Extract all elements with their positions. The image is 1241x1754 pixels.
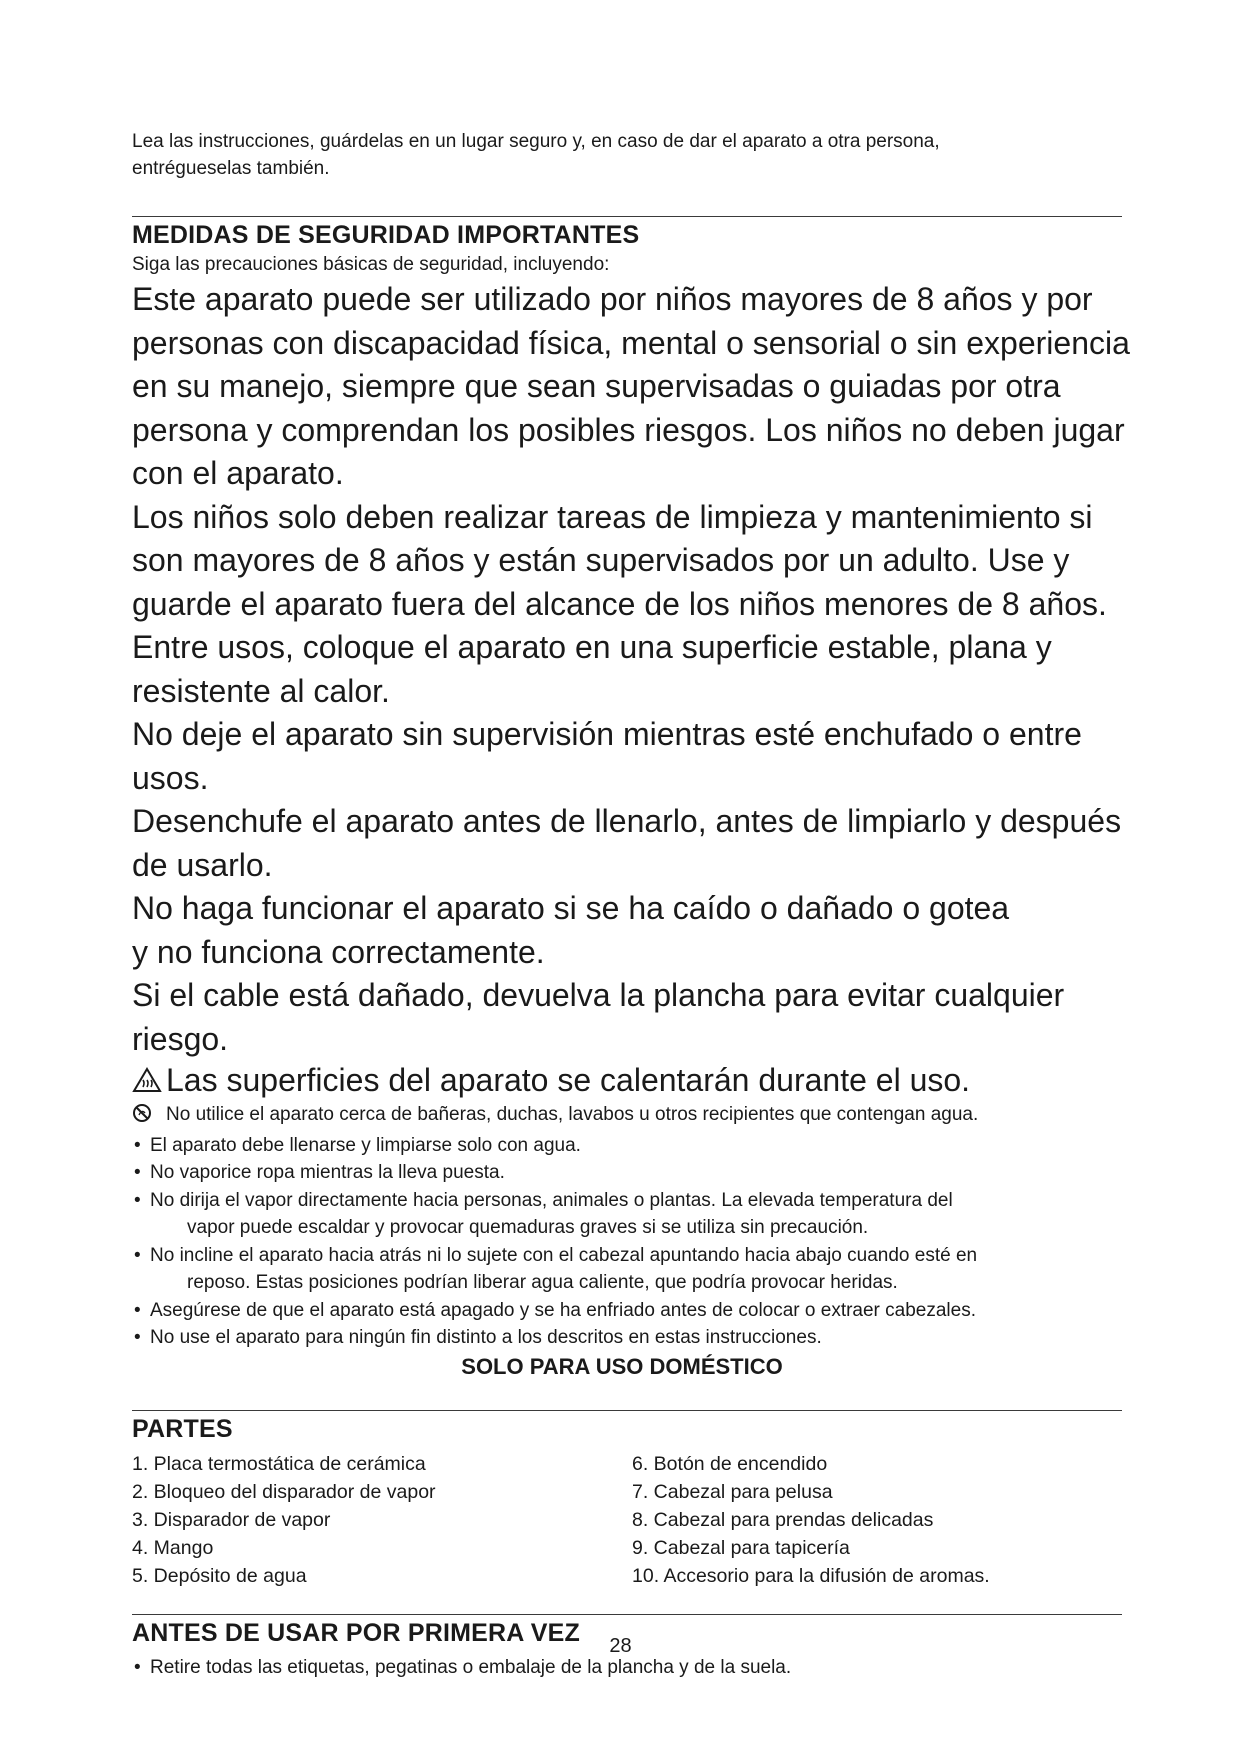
paragraph-damaged: No haga funcionar el aparato si se ha caído o dañado o gotea y no funciona correctamente. [132, 890, 1010, 970]
hot-surface-warning [132, 1061, 1142, 1101]
divider [132, 216, 1122, 217]
paragraph-surface: Entre usos, coloque el aparato en una superficie estable, plana y resistente al calor. [132, 629, 1052, 709]
list-item: • No dirija el vapor directamente hacia personas, animales o plantas. La elevada temperatura del vapor puede escaldar y provocar quemaduras graves si se utiliza sin precaución. [134, 1189, 953, 1238]
list-item: 6. Botón de encendido [632, 1452, 828, 1475]
list-item: 5. Depósito de agua [132, 1564, 307, 1587]
list-item: 3. Disparador de vapor [132, 1508, 331, 1531]
divider [132, 1410, 1122, 1411]
parts-left-column [132, 1450, 632, 1590]
intro-text: Lea las instrucciones, guárdelas en un lugar seguro y, en caso de dar el aparato a otra persona, entrégueselas también. [132, 131, 940, 179]
parts-title: PARTES [132, 1414, 233, 1443]
list-item: • No use el aparato para ningún fin distinto a los descritos en estas instrucciones. [134, 1327, 822, 1348]
safety-large-paragraphs [132, 278, 1142, 1101]
hot-surface-warning-icon [132, 1063, 162, 1101]
no-water-icon [132, 1103, 152, 1132]
page-content [132, 128, 1132, 1681]
page-number: 28 [609, 1635, 632, 1657]
hot-surface-warning-text: Las superficies del aparato se calentarán durante el uso. [166, 1062, 971, 1098]
water-warning-text: No utilice el aparato cerca de bañeras, duchas, lavabos u otros recipientes que contengan agua. [166, 1104, 979, 1125]
list-item: • Retire todas las etiquetas, pegatinas o embalaje de la plancha y de la suela. [134, 1656, 792, 1678]
paragraph-unplug: Desenchufe el aparato antes de llenarlo, antes de limpiarlo y después de usarlo. [132, 803, 1122, 883]
list-item: • No vaporice ropa mientras la lleva puesta. [134, 1162, 505, 1183]
parts-list [132, 1450, 1132, 1590]
list-item: 7. Cabezal para pelusa [632, 1480, 833, 1503]
parts-right-column [632, 1450, 1132, 1590]
list-item: 4. Mango [132, 1536, 214, 1559]
domestic-use-notice: SOLO PARA USO DOMÉSTICO [461, 1353, 783, 1379]
safety-bullets [132, 1132, 1132, 1352]
list-item: • El aparato debe llenarse y limpiarse solo con agua. [134, 1134, 581, 1156]
safety-subtitle: Siga las precauciones básicas de seguridad, incluyendo: [132, 254, 610, 275]
divider [132, 1614, 1122, 1615]
paragraph-cable: Si el cable está dañado, devuelva la plancha para evitar cualquier riesgo. [132, 977, 1065, 1057]
list-item: • Asegúrese de que el aparato está apagado y se ha enfriado antes de colocar o extraer cabezales. [134, 1299, 976, 1321]
list-item: • No incline el aparato hacia atrás ni lo sujete con el cabezal apuntando hacia abajo cuando esté en reposo. Estas posiciones podrían liberar agua caliente, que podría provocar heridas. [134, 1244, 978, 1293]
list-item: 1. Placa termostática de cerámica [132, 1452, 426, 1475]
water-warning [132, 1101, 1132, 1132]
list-item: 10. Accesorio para la difusión de aromas. [632, 1564, 990, 1587]
first-use-title: ANTES DE USAR POR PRIMERA VEZ [132, 1618, 580, 1647]
paragraph-supervision: No deje el aparato sin supervisión mientras esté enchufado o entre usos. [132, 716, 1082, 796]
list-item: 8. Cabezal para prendas delicadas [632, 1508, 934, 1531]
paragraph-children-cleaning: Los niños solo deben realizar tareas de limpieza y mantenimiento si son mayores de 8 años y están supervisados por un adulto. Use y guarde el aparato fuera del alcance de los niños menores de 8 años. [132, 498, 1107, 622]
safety-title: MEDIDAS DE SEGURIDAD IMPORTANTES [132, 221, 640, 249]
list-item: 9. Cabezal para tapicería [632, 1536, 850, 1559]
paragraph-children-use: Este aparato puede ser utilizado por niños mayores de 8 años y por personas con discapacidad física, mental o sensorial o sin experiencia en su manejo, siempre que sean supervisadas o guiadas por otra persona y comprendan los posibles riesgos. Los niños no deben jugar con el aparato. [132, 281, 1130, 491]
list-item: 2. Bloqueo del disparador de vapor [132, 1480, 436, 1503]
